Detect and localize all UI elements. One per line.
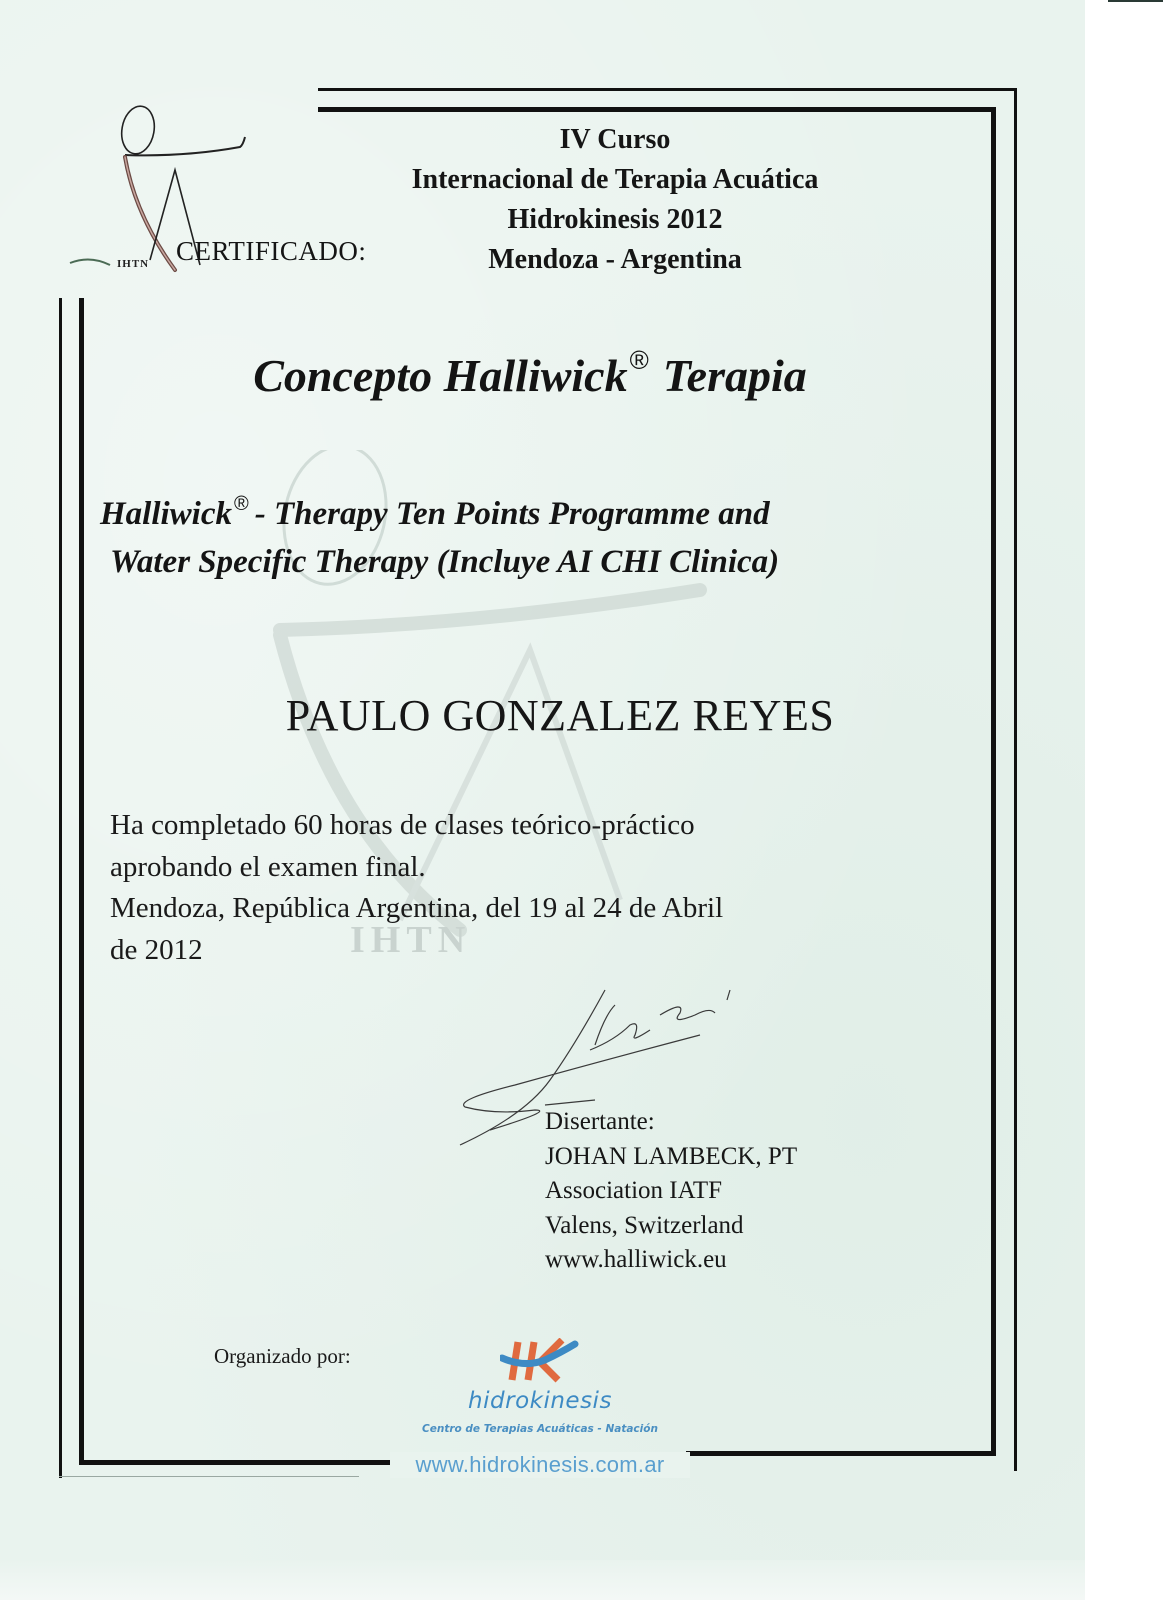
body-line-exam: aprobando el examen final. [110,850,426,883]
inner-border-bottom-left [79,1460,394,1465]
recipient-name: PAULO GONZALEZ REYES [285,691,835,740]
course-location: Mendoza - Argentina [488,244,742,275]
scan-edge-mark [1108,0,1163,2]
course-name: Internacional de Terapia Acuática [411,164,819,195]
organizer-website: www.hidrokinesis.com.ar [390,1452,690,1478]
subtitle-line-1: - Therapy Ten Points Programme and [254,496,770,532]
watermark-ihtn-text: IHTN [350,919,472,961]
body-line-hours: Ha completado 60 horas de clases teórico-práctico [110,809,695,841]
hidrokinesis-logo-icon [500,1338,580,1384]
course-header [340,120,890,280]
speaker-label: Disertante: [545,1108,655,1135]
certificate-label: CERTIFICADO: [176,236,367,266]
inner-border-left [79,298,84,1464]
speaker-website: www.halliwick.eu [545,1246,727,1273]
subtitle-line-2: Water Specific Therapy (Incluye AI CHI Clinica) [110,544,780,580]
title-part-1: Concepto Halliwick [253,350,628,401]
speaker-block [545,1105,797,1278]
body-line-place-date: Mendoza, República Argentina, del 19 al 24 de Abril [110,892,724,924]
organizer-tagline: Centro de Terapias Acuáticas - Natación [422,1423,658,1435]
speaker-organization: Association IATF [545,1177,723,1204]
outer-border-right [1014,88,1017,1471]
inner-border-right [991,107,996,1453]
outer-border-top [318,88,1016,91]
course-edition: IV Curso [559,124,671,155]
certificate-title [100,345,960,402]
certificate-body [110,805,990,971]
course-organizer-year: Hidrokinesis 2012 [507,204,723,235]
logo-ihtn-text: IHTN [117,258,150,270]
subtitle-brand: Halliwick [100,496,232,532]
paper-bottom-edge [0,1560,1085,1600]
registered-mark-icon: ® [629,345,649,375]
title-part-2: Terapia [662,350,807,401]
outer-border-left [59,298,62,1478]
organizer-name: hidrokinesis [468,1388,612,1414]
outer-border-bottom [59,1476,359,1477]
registered-mark-icon: ® [234,493,249,515]
inner-border-top [318,107,996,112]
certificate-subtitle [100,480,980,586]
speaker-location: Valens, Switzerland [545,1211,744,1239]
organizer-label: Organizado por: [214,1344,351,1368]
speaker-name: JOHAN LAMBECK, PT [545,1142,798,1170]
inner-border-bottom-right [686,1451,996,1456]
body-line-year: de 2012 [110,933,203,966]
